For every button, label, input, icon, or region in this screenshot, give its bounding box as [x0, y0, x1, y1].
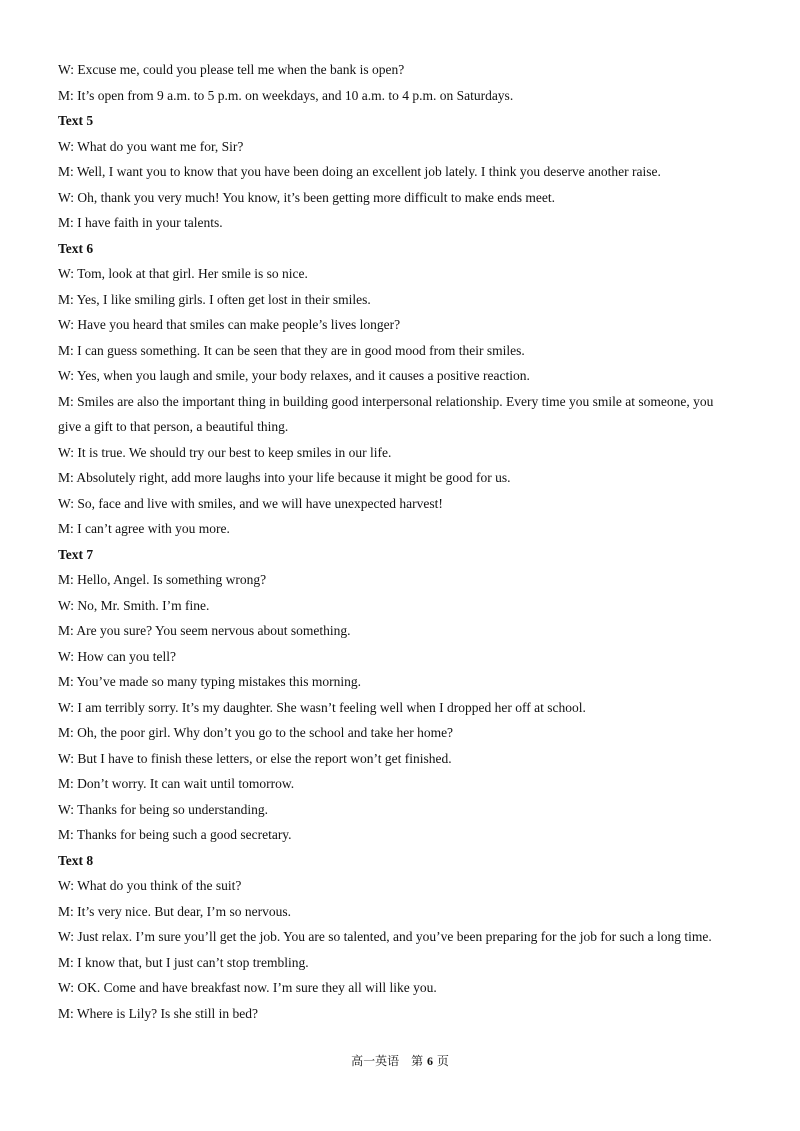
- dialogue-line: M: I can guess something. It can be seen that they are in good mood from their smiles.: [58, 343, 525, 358]
- dialogue-line: M: It’s very nice. But dear, I’m so nervous.: [58, 904, 292, 919]
- footer-suffix: 页: [436, 1054, 449, 1068]
- section-heading: Text 5: [58, 113, 94, 128]
- section-heading: Text 6: [58, 241, 94, 256]
- dialogue-line: M: Smiles are also the important thing in building good interpersonal relationship. Every time you smile at someone, you: [58, 394, 714, 409]
- dialogue-line: W: OK. Come and have breakfast now. I’m sure they all will like you.: [58, 980, 437, 995]
- dialogue-line: W: Just relax. I’m sure you’ll get the job. You are so talented, and you’ve been preparing for the job for such a long time.: [58, 929, 712, 944]
- dialogue-line: W: I am terribly sorry. It’s my daughter. She wasn’t feeling well when I dropped her off at school.: [58, 700, 586, 715]
- dialogue-line: W: Excuse me, could you please tell me when the bank is open?: [58, 62, 405, 77]
- dialogue-line: M: Thanks for being such a good secretary.: [58, 827, 292, 842]
- dialogue-line: W: Thanks for being so understanding.: [58, 802, 268, 817]
- dialogue-line: W: Tom, look at that girl. Her smile is so nice.: [58, 266, 308, 281]
- dialogue-line: M: I can’t agree with you more.: [58, 521, 230, 536]
- dialogue-line: M: Where is Lily? Is she still in bed?: [58, 1006, 258, 1021]
- dialogue-line: W: Oh, thank you very much! You know, it’s been getting more difficult to make ends meet.: [58, 190, 556, 205]
- dialogue-line: M: Are you sure? You seem nervous about something.: [58, 623, 351, 638]
- dialogue-line: M: It’s open from 9 a.m. to 5 p.m. on weekdays, and 10 a.m. to 4 p.m. on Saturdays.: [58, 88, 514, 103]
- section-heading: Text 7: [58, 547, 94, 562]
- dialogue-line: M: I know that, but I just can’t stop trembling.: [58, 955, 309, 970]
- dialogue-line: W: So, face and live with smiles, and we will have unexpected harvest!: [58, 496, 443, 511]
- dialogue-line: M: Oh, the poor girl. Why don’t you go to the school and take her home?: [58, 725, 454, 740]
- dialogue-line: W: Yes, when you laugh and smile, your body relaxes, and it causes a positive reaction.: [58, 368, 530, 383]
- dialogue-line: W: But I have to finish these letters, or else the report won’t get finished.: [58, 751, 452, 766]
- page-number: 6: [427, 1054, 433, 1068]
- dialogue-line: W: How can you tell?: [58, 649, 176, 664]
- dialogue-line: M: Yes, I like smiling girls. I often get lost in their smiles.: [58, 292, 371, 307]
- dialogue-line: W: It is true. We should try our best to keep smiles in our life.: [58, 445, 392, 460]
- dialogue-line-continuation: give a gift to that person, a beautiful thing.: [58, 419, 289, 434]
- section-heading: Text 8: [58, 853, 94, 868]
- dialogue-line: M: Well, I want you to know that you have been doing an excellent job lately. I think you deserve another raise.: [58, 164, 661, 179]
- dialogue-line: M: I have faith in your talents.: [58, 215, 223, 230]
- dialogue-line: W: Have you heard that smiles can make people’s lives longer?: [58, 317, 401, 332]
- dialogue-line: M: Don’t worry. It can wait until tomorrow.: [58, 776, 295, 791]
- dialogue-line: M: Hello, Angel. Is something wrong?: [58, 572, 267, 587]
- dialogue-line: M: Absolutely right, add more laughs into your life because it might be good for us.: [58, 470, 511, 485]
- page-footer: [0, 1052, 800, 1069]
- dialogue-line: M: You’ve made so many typing mistakes this morning.: [58, 674, 361, 689]
- dialogue-line: W: What do you think of the suit?: [58, 878, 242, 893]
- dialogue-line: W: No, Mr. Smith. I’m fine.: [58, 598, 210, 613]
- dialogue-line: W: What do you want me for, Sir?: [58, 139, 244, 154]
- footer-prefix: 高一英语 第: [351, 1054, 424, 1068]
